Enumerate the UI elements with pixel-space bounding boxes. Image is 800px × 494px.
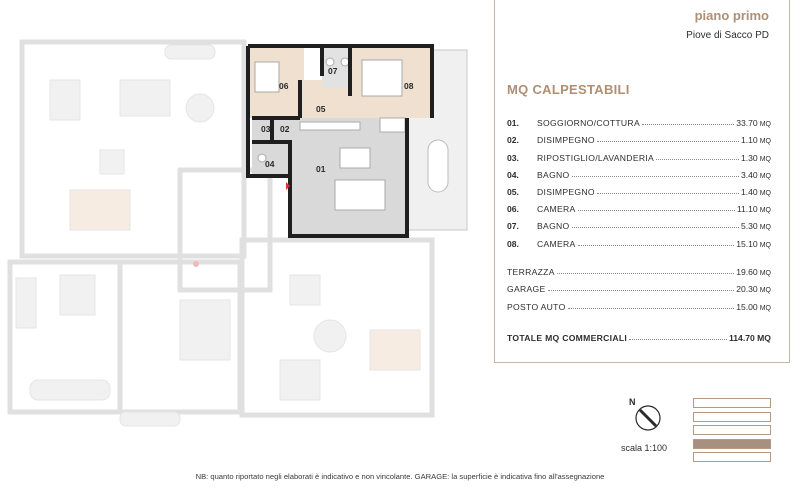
scale-label: scala 1:100 <box>621 443 668 453</box>
terrace-table <box>428 140 448 192</box>
room-row <box>507 214 771 231</box>
total-value: 114.70 MQ <box>728 333 771 344</box>
room-row <box>507 197 771 214</box>
room-row <box>507 231 771 248</box>
room-unit: MQ <box>759 224 771 232</box>
extra-label: POSTO AUTO <box>507 301 566 312</box>
room-list <box>507 111 771 249</box>
room-value: 15.10 <box>736 238 758 249</box>
legend-swatch <box>693 439 771 449</box>
room-value: 1.10 <box>740 135 758 146</box>
room-row <box>507 111 771 128</box>
room-label: BAGNO <box>537 221 570 232</box>
room-row <box>507 180 771 197</box>
room-num: 07. <box>507 221 519 232</box>
info-panel <box>494 0 790 363</box>
extra-value: 15.00 <box>736 301 758 312</box>
compass-label: N <box>629 397 636 407</box>
room-01-floor <box>290 118 407 236</box>
room-label-03: 03 <box>261 124 271 134</box>
extra-label: TERRAZZA <box>507 267 555 278</box>
total-label: TOTALE MQ COMMERCIALI <box>507 333 628 344</box>
extra-row <box>507 277 771 294</box>
room-num: 04. <box>507 169 519 180</box>
extra-unit: MQ <box>759 287 771 295</box>
legend-swatch <box>693 452 771 462</box>
room-label-01: 01 <box>316 164 326 174</box>
room-num: 08. <box>507 238 519 249</box>
stairs-marker-icon <box>193 261 199 267</box>
legend-swatch <box>693 398 771 408</box>
room-label: RIPOSTIGLIO/LAVANDERIA <box>537 152 655 163</box>
room-label-07: 07 <box>328 66 338 76</box>
room-num: 05. <box>507 186 519 197</box>
room-label: BAGNO <box>537 169 570 180</box>
room-num: 03. <box>507 152 519 163</box>
room-value: 3.40 <box>740 169 758 180</box>
room-label: DISIMPEGNO <box>537 186 595 197</box>
extra-row <box>507 294 771 311</box>
room-value: 5.30 <box>740 221 758 232</box>
legend-swatch <box>693 412 771 422</box>
room-unit: MQ <box>759 138 771 146</box>
room-label: SOGGIORNO/COTTURA <box>537 118 640 129</box>
room-unit: MQ <box>759 207 771 215</box>
extras-list <box>507 260 771 312</box>
room-label: CAMERA <box>537 238 576 249</box>
room-row <box>507 163 771 180</box>
total-row <box>507 326 771 343</box>
room-unit: MQ <box>759 155 771 163</box>
room-label-02: 02 <box>280 124 290 134</box>
room-label-08: 08 <box>404 81 414 91</box>
room-value: 11.10 <box>736 204 758 215</box>
room-label-06: 06 <box>279 81 289 91</box>
extra-value: 20.30 <box>736 284 758 295</box>
room-num: 02. <box>507 135 519 146</box>
room-label: CAMERA <box>537 204 576 215</box>
legend-swatches <box>693 398 771 466</box>
room-unit: MQ <box>759 189 771 197</box>
legend-swatch <box>693 425 771 435</box>
extra-unit: MQ <box>759 270 771 278</box>
room-value: 1.40 <box>740 186 758 197</box>
room-value: 33.70 <box>736 118 758 129</box>
extra-value: 19.60 <box>736 267 758 278</box>
room-label-05: 05 <box>316 104 326 114</box>
footnote: NB: quanto riportato negli elaborati è indicativo e non vincolante. GARAGE: la superficie è indicativa fino all'assegnazione <box>195 472 605 481</box>
room-label-04: 04 <box>265 159 275 169</box>
room-num: 06. <box>507 204 519 215</box>
room-unit: MQ <box>759 172 771 180</box>
room-value: 1.30 <box>740 152 758 163</box>
floor-title: piano primo <box>694 8 769 23</box>
room-row <box>507 145 771 162</box>
north-compass-icon <box>628 396 668 436</box>
room-unit: MQ <box>759 121 771 129</box>
location-label: Piove di Sacco PD <box>686 30 769 41</box>
room-label: DISIMPEGNO <box>537 135 595 146</box>
section-title: MQ CALPESTABILI <box>507 82 630 97</box>
extra-unit: MQ <box>759 304 771 312</box>
extra-label: GARAGE <box>507 284 546 295</box>
extra-row <box>507 260 771 277</box>
room-unit: MQ <box>759 241 771 249</box>
room-row <box>507 128 771 145</box>
room-num: 01. <box>507 118 519 129</box>
